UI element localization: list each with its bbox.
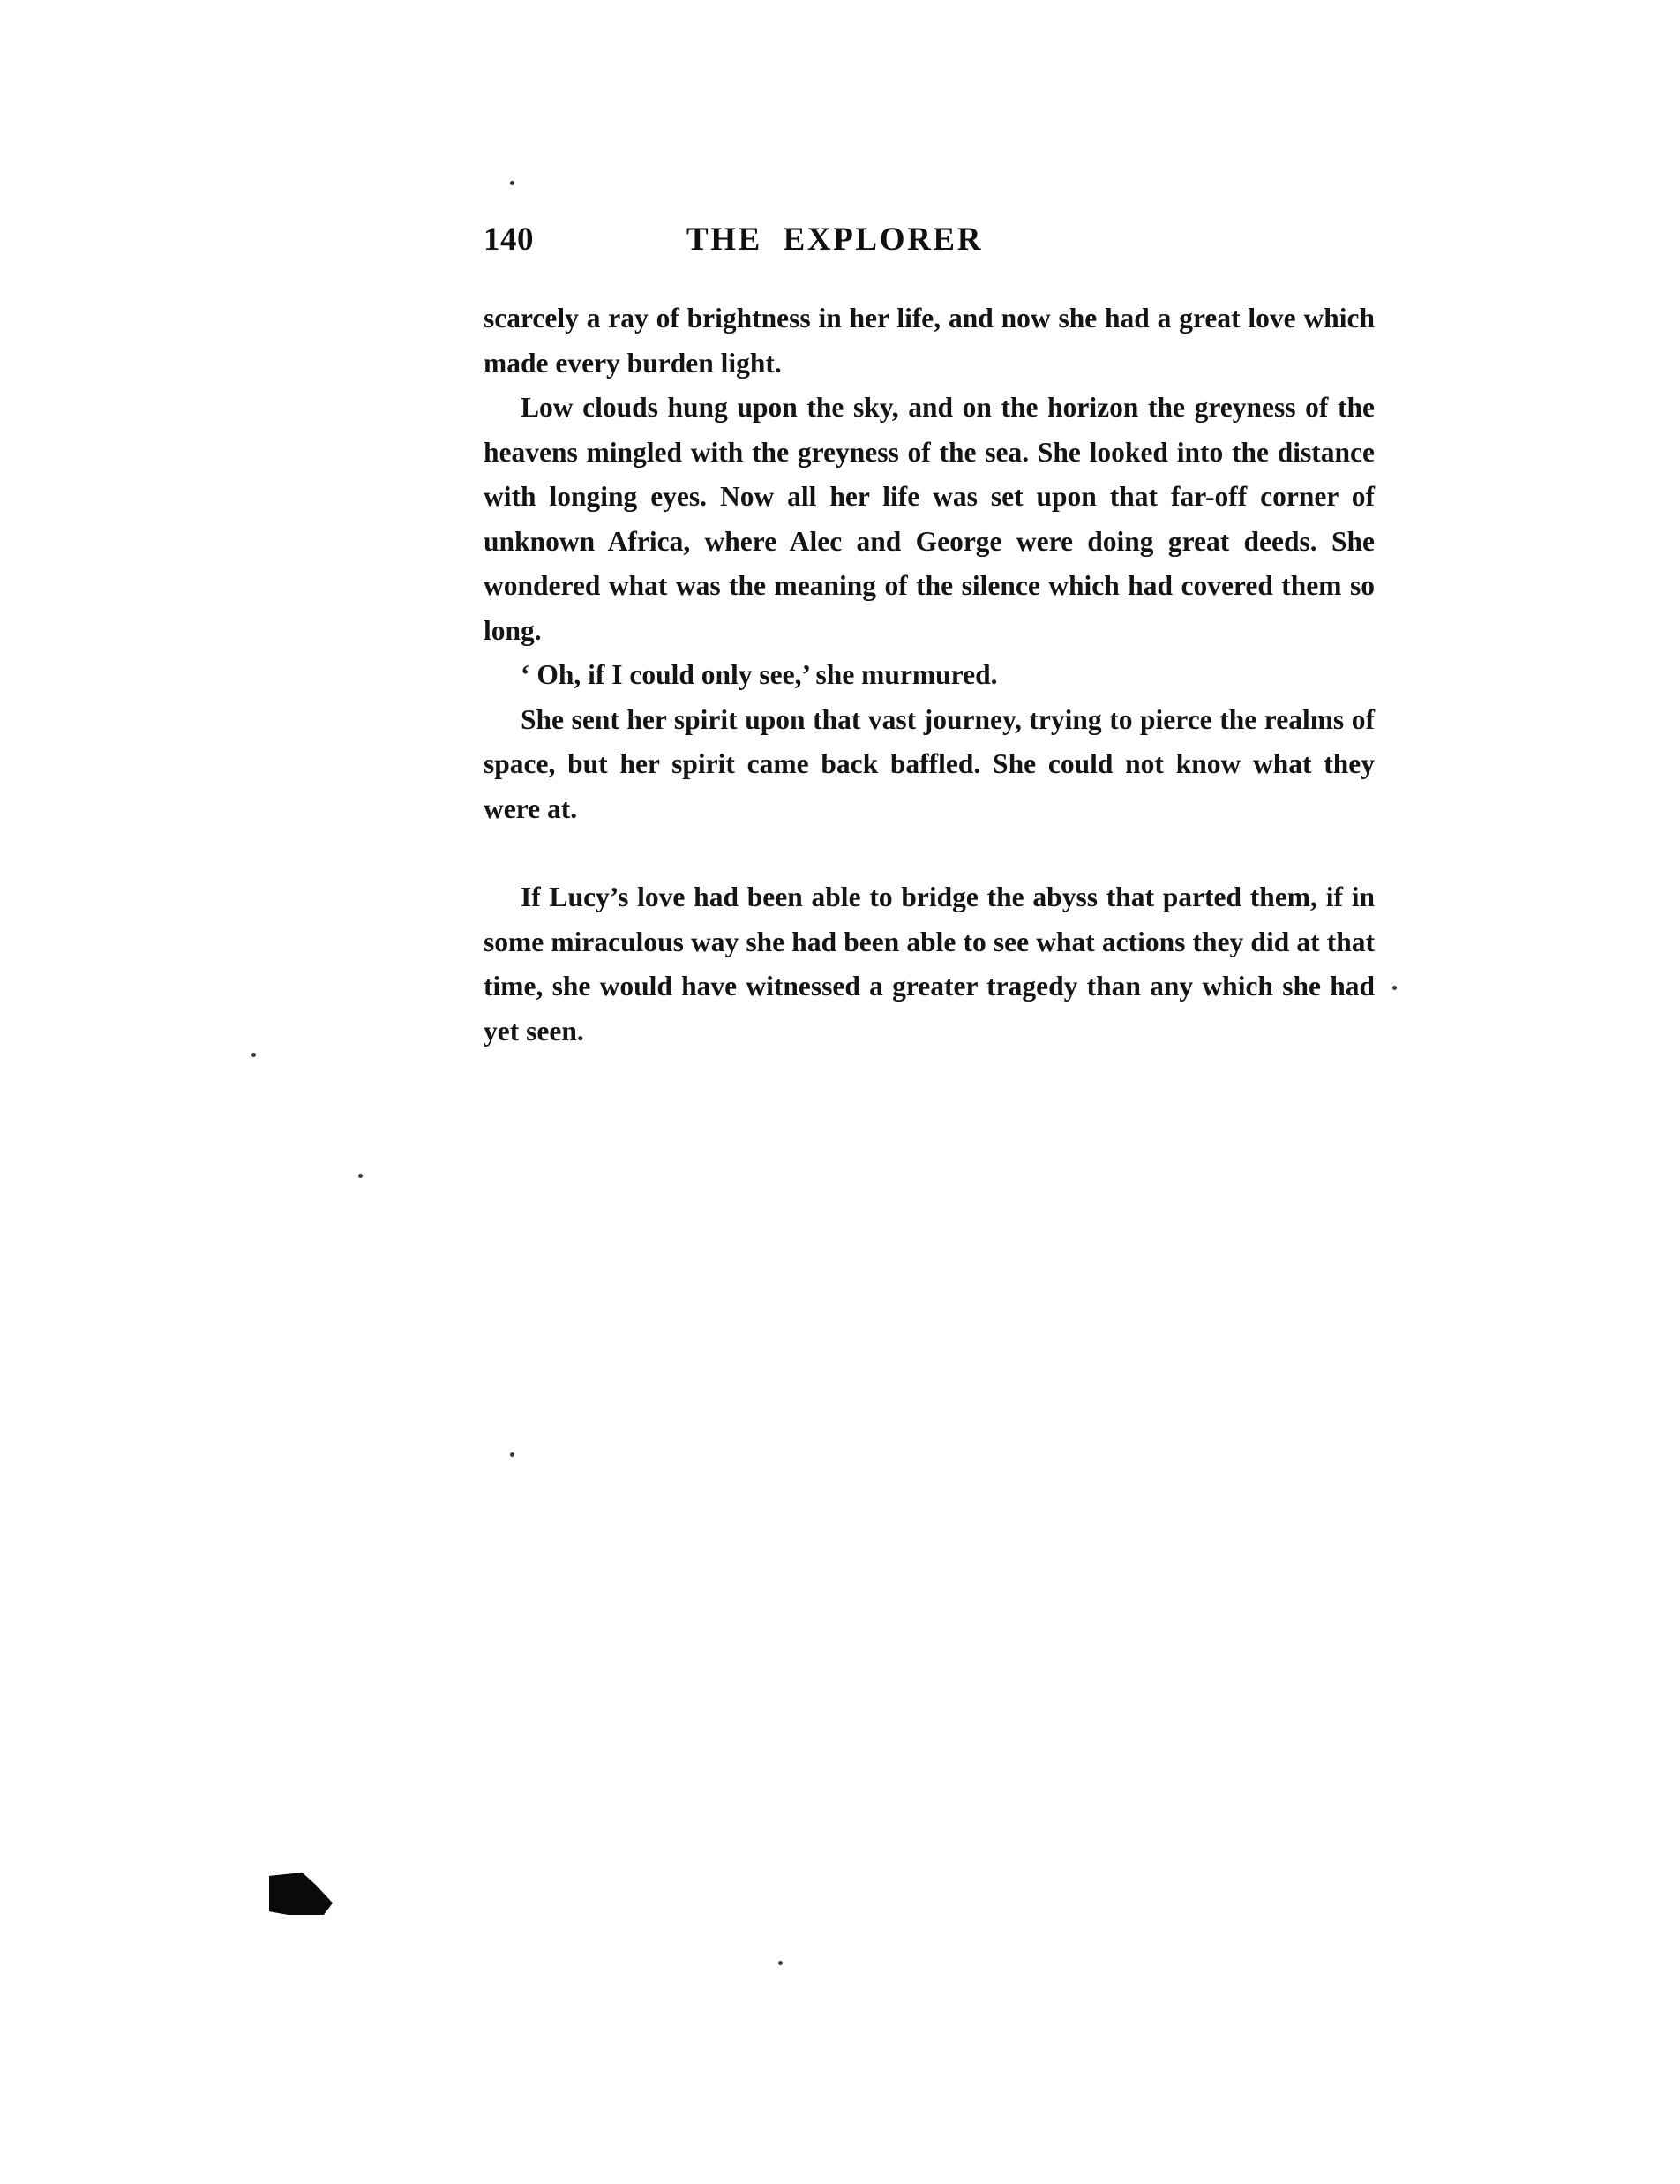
paragraph: She sent her spirit upon that vast journey, trying to pierce the realms of space, but her spirit came back baffled. She could not know what they were at. <box>484 703 1375 824</box>
paragraph: scarcely a ray of brightness in her life, and now she had a great love which made every burden light. <box>484 303 1375 379</box>
ink-blot <box>269 1873 333 1915</box>
paragraph: Low clouds hung upon the sky, and on the horizon the greyness of the heavens mingled with the greyness of the sea. She looked into the distance with longing eyes. Now all her life was set upon that far-off corner of unknown Africa, where Alec and George were doing great deeds. She wondered what was the meaning of the silence which had covered them so long. <box>484 392 1375 646</box>
ink-speck <box>358 1174 363 1178</box>
paragraph: If Lucy’s love had been able to bridge the abyss that parted them, if in some miraculous way she had been able to see what actions they did at that time, she would have witnessed a greater tragedy than any which she had yet seen. <box>484 882 1375 1047</box>
page-header <box>484 221 1375 261</box>
ink-speck <box>778 1961 783 1965</box>
ink-speck <box>251 1053 256 1057</box>
ink-speck <box>510 1452 514 1457</box>
running-head: THE EXPLORER <box>686 221 984 258</box>
page-number: 140 <box>484 221 534 258</box>
paragraph: ‘ Oh, if I could only see,’ she murmured. <box>521 659 998 690</box>
body-text <box>484 296 1375 1054</box>
text-column <box>484 221 1375 1054</box>
paragraph-spacer <box>484 831 1375 875</box>
ink-speck <box>1392 986 1397 990</box>
ink-speck <box>510 181 514 185</box>
